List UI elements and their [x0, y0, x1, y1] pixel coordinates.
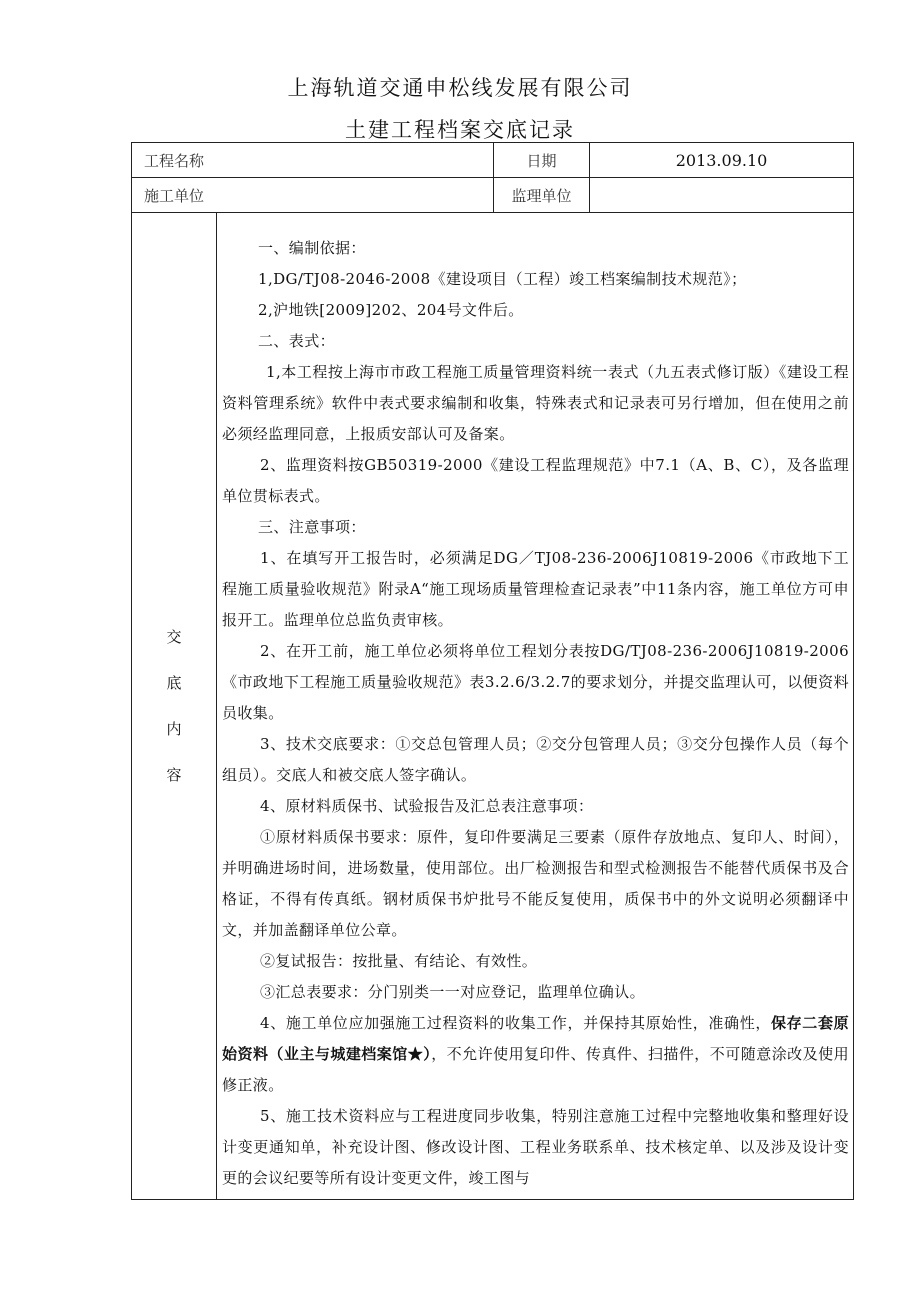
- company-title: 上海轨道交通申松线发展有限公司: [287, 76, 633, 100]
- section-1-title: 一、编制依据：: [258, 239, 366, 257]
- handover-content-label: [132, 213, 217, 1200]
- side-char-2: 底: [166, 674, 182, 692]
- section-3-item-6: 5、施工技术资料应与工程进度同步收集，特别注意施工过程中完整地收集和整理好设计变更通知单，补充设计图、修改设计图、工程业务联系单、技术核定单、以及涉及设计变更的会议纪要等所有设计变更文件，竣工图与: [222, 1107, 850, 1187]
- section-2-title: 二、表式：: [258, 332, 336, 350]
- date-value: 2013.09.10: [590, 143, 854, 178]
- section-3-item-2: 2、在开工前，施工单位必须将单位工程划分表按DG/TJ08-236-2006J10819-2006《市政地下工程施工质量验收规范》表3.2.6/3.2.7的要求划分，并提交监理认可，以便资料员收集。: [222, 642, 850, 722]
- handover-record-form: [131, 142, 854, 1200]
- content-row: [132, 213, 854, 1200]
- contractor-row: [132, 178, 854, 213]
- section-3-item-4a: ①原材料质保书要求：原件，复印件要满足三要素（原件存放地点、复印人、时间），并明确进场时间，进场数量，使用部位。出厂检测报告和型式检测报告不能替代质保书及合格证，不得有传真纸。钢材质保书炉批号不能反复使用，质保书中的外文说明必须翻译中文，并加盖翻译单位公章。: [222, 828, 850, 939]
- side-char-1: 交: [166, 628, 182, 646]
- section-3-item-5: [222, 1008, 849, 1101]
- contractor-label: 施工单位: [132, 178, 494, 213]
- supervisor-label: 监理单位: [494, 178, 590, 213]
- section-3-item-3: 3、技术交底要求：①交总包管理人员；②交分包管理人员；③交分包操作人员（每个组员）。交底人和被交底人签字确认。: [222, 735, 850, 784]
- section-2-item-2: 2、监理资料按GB50319-2000《建设工程监理规范》中7.1（A、B、C），及各监理单位贯标表式。: [222, 456, 850, 505]
- side-char-3: 内: [166, 720, 182, 738]
- side-char-4: 容: [166, 766, 182, 784]
- section-1-item-2: 2,沪地铁[2009]202、204号文件后。: [258, 301, 524, 319]
- project-name-row: [132, 143, 854, 178]
- section-1-item-1: 1,DG/TJ08-2046-2008《建设项目（工程）竣工档案编制技术规范》；: [258, 270, 747, 288]
- handover-content: [217, 213, 854, 1200]
- supervisor-value: [590, 178, 854, 213]
- section-3-item-1: 1、在填写开工报告时，必须满足DG／TJ08-236-2006J10819-2006《市政地下工程施工质量验收规范》附录A“施工现场质量管理检查记录表”中11条内容，施工单位方可申报开工。监理单位总监负责审核。: [222, 549, 850, 629]
- section-3-item-4b: ②复试报告：按批量、有结论、有效性。: [260, 952, 538, 970]
- date-label: 日期: [494, 143, 590, 178]
- item-5-text-end: ，不允许使用复印件、传真件、扫描件，不可随意涂改及使用修正液。: [222, 1045, 850, 1094]
- project-name-label: 工程名称: [132, 143, 494, 178]
- section-3-item-4c: ③汇总表要求：分门别类一一对应登记，监理单位确认。: [260, 983, 646, 1001]
- item-5-bold-text: 保存二套原始资料（业主与城建档案馆★）: [222, 1014, 850, 1063]
- section-2-item-1: 1,本工程按上海市市政工程施工质量管理资料统一表式（九五表式修订版）《建设工程资料管理系统》软件中表式要求编制和收集，特殊表式和记录表可另行增加，但在使用之前必须经监理同意，上报质安部认可及备案。: [222, 363, 850, 443]
- section-3-item-4: 4、原材料质保书、试验报告及汇总表注意事项：: [260, 797, 594, 815]
- item-5-text-start: 4、施工单位应加强施工过程资料的收集工作，并保持其原始性，准确性，: [260, 1014, 771, 1032]
- section-3-title: 三、注意事项：: [258, 518, 366, 536]
- document-title: 土建工程档案交底记录: [345, 118, 575, 142]
